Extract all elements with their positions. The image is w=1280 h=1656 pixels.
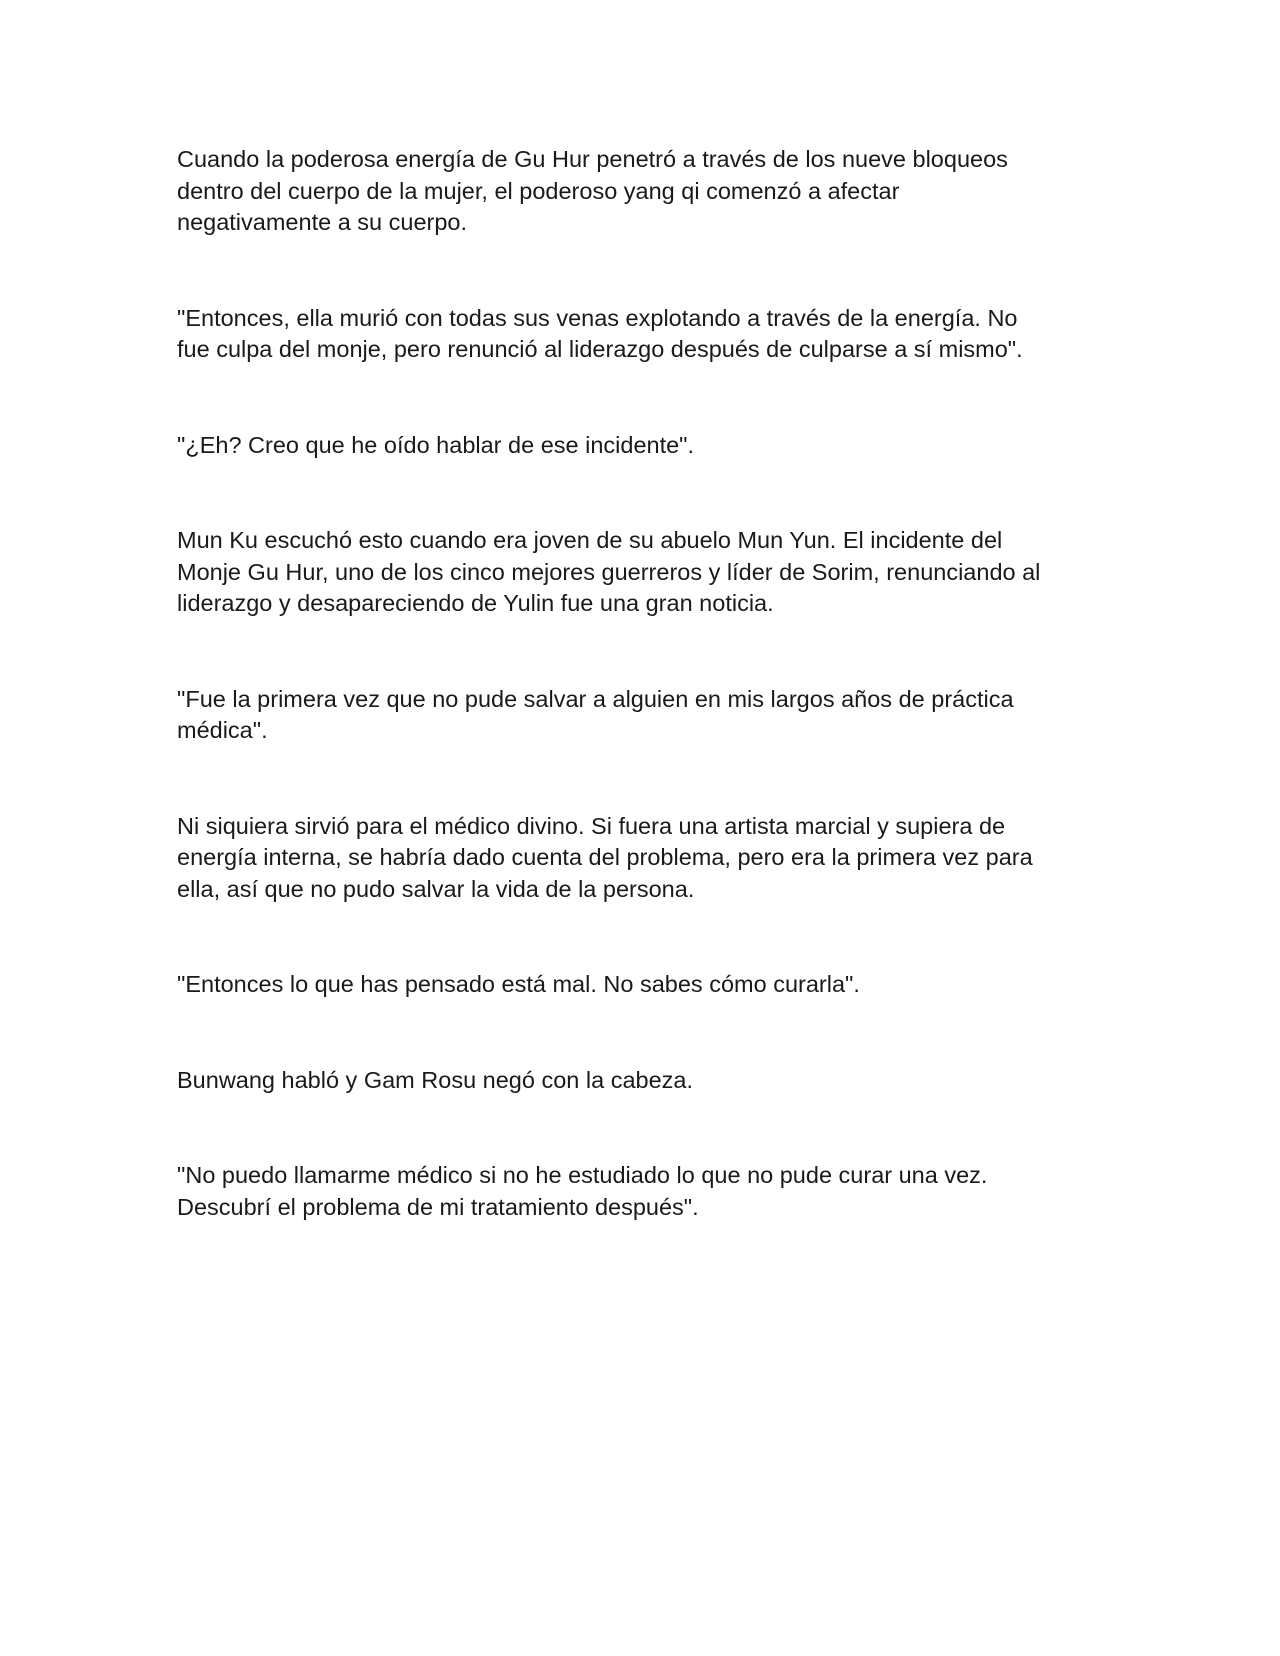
paragraph-1: Cuando la poderosa energía de Gu Hur penetró a través de los nueve bloqueos dentro del cuerpo de la mujer, el poderoso yang qi comenzó a afectar negativamente a su cuerpo. xyxy=(177,146,1008,235)
paragraph-6: Ni siquiera sirvió para el médico divino. Si fuera una artista marcial y supiera de energía interna, se habría dado cuenta del problema, pero era la primera vez para ella, así que no pudo salvar la vida de la persona. xyxy=(177,812,1033,902)
paragraph-5: "Fue la primera vez que no pude salvar a alguien en mis largos años de práctica médica". xyxy=(177,685,1014,743)
paragraph-3: "¿Eh? Creo que he oído hablar de ese incidente". xyxy=(177,431,695,458)
paragraph-9: "No puedo llamarme médico si no he estudiado lo que no pude curar una vez. Descubrí el problema de mi tratamiento después". xyxy=(177,1162,988,1220)
paragraph-7: "Entonces lo que has pensado está mal. No sabes cómo curarla". xyxy=(177,971,860,997)
paragraph-8: Bunwang habló y Gam Rosu negó con la cabeza. xyxy=(177,1066,694,1093)
paragraph-4: Mun Ku escuchó esto cuando era joven de su abuelo Mun Yun. El incidente del Monje Gu Hur, uno de los cinco mejores guerreros y líder de Sorim, renunciando al liderazgo y desapareciendo de Yulin fue una gran noticia. xyxy=(177,527,1041,616)
document-body xyxy=(177,144,1117,1287)
paragraph-2: "Entonces, ella murió con todas sus venas explotando a través de la energía. No fue culpa del monje, pero renunció al liderazgo después de culparse a sí mismo". xyxy=(177,304,1023,362)
